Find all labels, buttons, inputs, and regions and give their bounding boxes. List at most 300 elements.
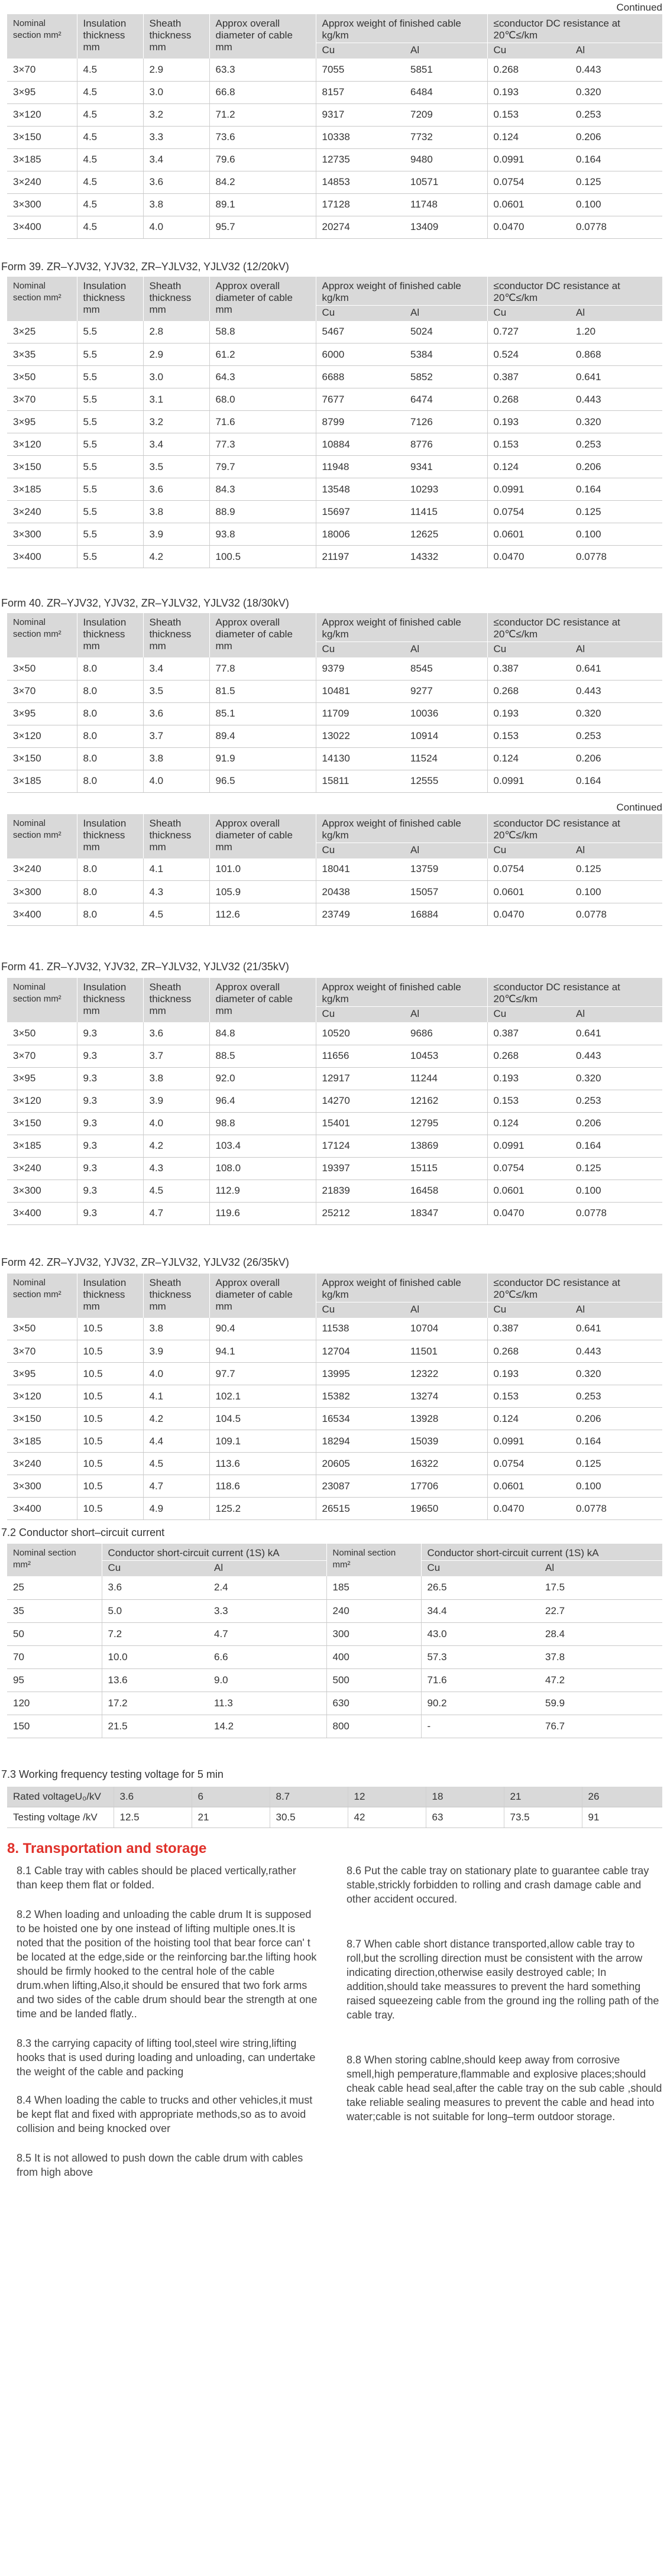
table-cell: 3×95 xyxy=(7,1067,77,1090)
table-cell: 0.125 xyxy=(570,1157,662,1180)
table-cell: 800 xyxy=(326,1715,421,1738)
table-cell: 3.9 xyxy=(143,1340,209,1363)
table-cell: 10704 xyxy=(404,1318,487,1340)
table-cell: 96.5 xyxy=(209,770,316,792)
table-cell: 3×300 xyxy=(7,523,77,546)
header-cu: Cu xyxy=(316,843,404,858)
table-cell: 0.124 xyxy=(487,126,570,148)
header-insulation: Insulation thickness mm xyxy=(77,1274,143,1318)
header-nominal-section: Nominal section mm² xyxy=(13,280,61,303)
header-al: Al xyxy=(404,43,487,59)
table-cell: 5.5 xyxy=(77,546,143,568)
table-cell: 105.9 xyxy=(209,881,316,903)
table-cell: 5.5 xyxy=(77,433,143,456)
transport-section xyxy=(0,1840,667,2179)
table-cell: 9341 xyxy=(404,456,487,478)
table-section xyxy=(0,260,667,569)
table-cell: 8157 xyxy=(316,81,404,103)
table-cell: 23087 xyxy=(316,1475,404,1498)
table-cell: 3×150 xyxy=(7,126,77,148)
table-cell: 7126 xyxy=(404,411,487,433)
header-diameter: Approx overall diameter of cable mm xyxy=(209,613,316,657)
header-diameter: Approx overall diameter of cable mm xyxy=(209,978,316,1022)
table-cell: 11709 xyxy=(316,702,404,725)
table-row xyxy=(7,1787,662,1807)
transport-paragraph: 8.5 It is not allowed to push down the cable drum with cables from high above xyxy=(17,2151,303,2178)
table-cell: 21839 xyxy=(316,1180,404,1202)
table-cell: 0.524 xyxy=(487,344,570,366)
transport-paragraph: 8.1 Cable tray with cables should be placed vertically,rather than keep them flat or folded. xyxy=(17,1864,296,1891)
table-cell: 0.0778 xyxy=(570,1202,662,1224)
table-cell: 119.6 xyxy=(209,1202,316,1224)
table-cell: 3×185 xyxy=(7,478,77,501)
table-row xyxy=(7,478,662,501)
table-cell: 81.5 xyxy=(209,680,316,702)
table-cell: 0.387 xyxy=(487,366,570,388)
table-row xyxy=(7,1408,662,1430)
table-cell: - xyxy=(421,1715,539,1738)
header-nominal-section: Nominal section mm² xyxy=(13,1548,76,1570)
header-short-circuit-current: Conductor short-circuit current (1S) kA xyxy=(421,1544,662,1561)
table-cell: 92.0 xyxy=(209,1067,316,1090)
table-row xyxy=(7,193,662,216)
header-al: Al xyxy=(404,1007,487,1023)
table-cell: 3×240 xyxy=(7,858,77,881)
table-row xyxy=(7,1430,662,1453)
table-cell: 88.9 xyxy=(209,501,316,523)
table-cell: 5.5 xyxy=(77,523,143,546)
table-cell: 15039 xyxy=(404,1430,487,1453)
cable-spec-table xyxy=(7,978,662,1225)
table-cell: 8545 xyxy=(404,657,487,680)
table-cell: 21197 xyxy=(316,546,404,568)
table-cell: 3.6 xyxy=(143,702,209,725)
table-cell: 6 xyxy=(192,1787,270,1807)
table-cell: 0.0754 xyxy=(487,1453,570,1475)
table-cell: 12 xyxy=(348,1787,426,1807)
table-cell: 112.6 xyxy=(209,903,316,926)
table-cell: 11748 xyxy=(404,193,487,216)
table-row xyxy=(7,1340,662,1363)
table-cell: 98.8 xyxy=(209,1112,316,1135)
table-cell: 0.164 xyxy=(570,1135,662,1157)
table-row xyxy=(7,1157,662,1180)
table-cell: 3×300 xyxy=(7,1475,77,1498)
table-row xyxy=(7,1135,662,1157)
table-cell: 400 xyxy=(326,1645,421,1668)
table-row xyxy=(7,725,662,747)
table-cell: 3.5 xyxy=(143,680,209,702)
table-cell: 5852 xyxy=(404,366,487,388)
table-cell: 58.8 xyxy=(209,321,316,344)
header-diameter: Approx overall diameter of cable mm xyxy=(209,14,316,59)
header-weight: Approx weight of finished cable kg/km xyxy=(316,978,487,1007)
table-cell: 77.8 xyxy=(209,657,316,680)
table-cell: 5.5 xyxy=(77,411,143,433)
table-cell: 13274 xyxy=(404,1385,487,1408)
table-row xyxy=(7,1715,662,1738)
form-title: Form 39. ZR–YJV32, YJV32, ZR–YJLV32, YJLV32 (12/20kV) xyxy=(1,260,289,273)
table-cell: 42 xyxy=(348,1807,426,1827)
table-cell: 10.5 xyxy=(77,1408,143,1430)
table-cell: 18006 xyxy=(316,523,404,546)
header-resistance: ≤conductor DC resistance at 20℃≤/km xyxy=(487,277,662,306)
header-cu: Cu xyxy=(421,1561,539,1577)
table-cell: 0.0470 xyxy=(487,1202,570,1224)
table-cell: 0.0470 xyxy=(487,903,570,926)
table-cell: 13.6 xyxy=(102,1668,208,1692)
table-cell: 8.0 xyxy=(77,725,143,747)
table-cell: 16884 xyxy=(404,903,487,926)
header-al: Al xyxy=(404,843,487,858)
testing-voltage-label: Testing voltage /kV xyxy=(7,1807,114,1827)
table-cell: 8.0 xyxy=(77,770,143,792)
table-cell: 3×120 xyxy=(7,1090,77,1112)
table-row xyxy=(7,1498,662,1520)
table-row xyxy=(7,366,662,388)
table-cell: 3×120 xyxy=(7,433,77,456)
table-cell: 57.3 xyxy=(421,1645,539,1668)
table-cell: 37.8 xyxy=(539,1645,662,1668)
table-cell: 47.2 xyxy=(539,1668,662,1692)
transport-paragraph: 8.8 When storing cablne,should keep away from corrosive smell,high pemperature,flammable and explosive places;should cheak cable head seal,after the cable tray on the sub cable ,should take reliable sealing measures to prevent the cable and head into water;cable is not suitable for long–term outdoor storage. xyxy=(347,2053,662,2123)
table-cell: 3.1 xyxy=(143,388,209,411)
table-cell: 0.0991 xyxy=(487,1135,570,1157)
table-cell: 3×240 xyxy=(7,1453,77,1475)
table-cell: 3×120 xyxy=(7,725,77,747)
table-cell: 8799 xyxy=(316,411,404,433)
table-cell: 0.153 xyxy=(487,1385,570,1408)
table-section xyxy=(0,801,667,926)
table-row xyxy=(7,1576,662,1599)
table-cell: 8.0 xyxy=(77,680,143,702)
table-cell: 0.320 xyxy=(570,411,662,433)
table-row xyxy=(7,1385,662,1408)
header-cu: Cu xyxy=(487,43,570,59)
table-cell: 4.1 xyxy=(143,1385,209,1408)
table-cell: 6484 xyxy=(404,81,487,103)
table-cell: 0.253 xyxy=(570,725,662,747)
header-weight: Approx weight of finished cable kg/km xyxy=(316,814,487,843)
table-cell: 3.9 xyxy=(143,1090,209,1112)
header-cu: Cu xyxy=(316,1007,404,1023)
table-row xyxy=(7,858,662,881)
table-cell: 103.4 xyxy=(209,1135,316,1157)
table-cell: 3×70 xyxy=(7,388,77,411)
form-title: Form 40. ZR–YJV32, YJV32, ZR–YJLV32, YJLV32 (18/30kV) xyxy=(1,597,289,609)
table-cell: 5.5 xyxy=(77,456,143,478)
table-cell: 90.2 xyxy=(421,1692,539,1715)
table-cell: 0.164 xyxy=(570,148,662,171)
table-cell: 3×70 xyxy=(7,680,77,702)
table-cell: 0.443 xyxy=(570,59,662,81)
table-cell: 13928 xyxy=(404,1408,487,1430)
table-cell: 0.193 xyxy=(487,411,570,433)
header-insulation: Insulation thickness mm xyxy=(77,277,143,321)
table-cell: 3×35 xyxy=(7,344,77,366)
table-cell: 3.4 xyxy=(143,433,209,456)
table-cell: 73.6 xyxy=(209,126,316,148)
table-row xyxy=(7,1807,662,1827)
table-cell: 96.4 xyxy=(209,1090,316,1112)
table-cell: 71.6 xyxy=(421,1668,539,1692)
table-cell: 3×185 xyxy=(7,1430,77,1453)
header-al: Al xyxy=(570,1007,662,1023)
table-cell: 10571 xyxy=(404,171,487,193)
table-cell: 10453 xyxy=(404,1045,487,1067)
table-cell: 0.320 xyxy=(570,1363,662,1385)
table-cell: 77.3 xyxy=(209,433,316,456)
table-row xyxy=(7,546,662,568)
header-weight: Approx weight of finished cable kg/km xyxy=(316,613,487,642)
table-cell: 20438 xyxy=(316,881,404,903)
table-cell: 12704 xyxy=(316,1340,404,1363)
table-cell: 0.443 xyxy=(570,680,662,702)
header-sheath: Sheath thickness mm xyxy=(143,613,209,657)
table-cell: 0.868 xyxy=(570,344,662,366)
header-short-circuit-current: Conductor short-circuit current (1S) kA xyxy=(102,1544,326,1561)
table-cell: 5.5 xyxy=(77,366,143,388)
table-cell: 10.0 xyxy=(102,1645,208,1668)
table-row xyxy=(7,903,662,926)
table-cell: 84.8 xyxy=(209,1022,316,1045)
header-cu: Cu xyxy=(316,43,404,59)
table-cell: 66.8 xyxy=(209,81,316,103)
table-cell: 0.0991 xyxy=(487,1430,570,1453)
transport-title: 8. Transportation and storage xyxy=(7,1840,207,1856)
table-cell: 0.100 xyxy=(570,1180,662,1202)
table-cell: 100.5 xyxy=(209,546,316,568)
header-resistance: ≤conductor DC resistance at 20℃≤/km xyxy=(487,814,662,843)
table-cell: 0.206 xyxy=(570,747,662,770)
transport-paragraph: 8.3 the carrying capacity of lifting tool,steel wire string,lifting hooks that is used during loading and unloading, can undertake the weight of the cable and packing xyxy=(17,2037,316,2078)
table-cell: 0.0991 xyxy=(487,770,570,792)
table-cell: 3×150 xyxy=(7,456,77,478)
table-cell: 0.164 xyxy=(570,1430,662,1453)
table-row xyxy=(7,171,662,193)
table-cell: 0.268 xyxy=(487,1340,570,1363)
table-row xyxy=(7,321,662,344)
table-cell: 11524 xyxy=(404,747,487,770)
transport-right-column xyxy=(335,1864,662,2179)
table-cell: 11415 xyxy=(404,501,487,523)
header-sheath: Sheath thickness mm xyxy=(143,1274,209,1318)
table-cell: 10338 xyxy=(316,126,404,148)
table-cell: 2.8 xyxy=(143,321,209,344)
table-cell: 15401 xyxy=(316,1112,404,1135)
table-cell: 9.3 xyxy=(77,1180,143,1202)
transport-paragraph: 8.4 When loading the cable to trucks and other vehicles,it must be kept flat and fixed with appropriate methods,so as to avoid collision and being knocked over xyxy=(17,2094,313,2134)
header-sheath: Sheath thickness mm xyxy=(143,277,209,321)
table-cell: 3.6 xyxy=(143,171,209,193)
table-cell: 113.6 xyxy=(209,1453,316,1475)
header-weight: Approx weight of finished cable kg/km xyxy=(316,1274,487,1302)
table-cell: 108.0 xyxy=(209,1157,316,1180)
table-cell: 3.6 xyxy=(143,1022,209,1045)
table-cell: 0.100 xyxy=(570,881,662,903)
table-cell: 3×150 xyxy=(7,1408,77,1430)
table-cell: 71.6 xyxy=(209,411,316,433)
table-cell: 3.8 xyxy=(143,747,209,770)
table-cell: 84.2 xyxy=(209,171,316,193)
table-cell: 19650 xyxy=(404,1498,487,1520)
table-cell: 0.641 xyxy=(570,1022,662,1045)
table-row xyxy=(7,1045,662,1067)
table-cell: 118.6 xyxy=(209,1475,316,1498)
table-cell: 0.443 xyxy=(570,1045,662,1067)
section-title: 7.2 Conductor short–circuit current xyxy=(1,1527,165,1538)
table-cell: 0.125 xyxy=(570,171,662,193)
table-cell: 91 xyxy=(582,1807,662,1827)
table-cell: 4.5 xyxy=(77,126,143,148)
header-diameter: Approx overall diameter of cable mm xyxy=(209,277,316,321)
table-cell: 16458 xyxy=(404,1180,487,1202)
table-cell: 7732 xyxy=(404,126,487,148)
table-cell: 11244 xyxy=(404,1067,487,1090)
table-cell: 4.5 xyxy=(77,148,143,171)
table-cell: 3.5 xyxy=(143,456,209,478)
table-cell: 10036 xyxy=(404,702,487,725)
table-cell: 3×185 xyxy=(7,148,77,171)
table-cell: 0.253 xyxy=(570,1090,662,1112)
table-row xyxy=(7,523,662,546)
header-sheath: Sheath thickness mm xyxy=(143,978,209,1022)
table-row xyxy=(7,1022,662,1045)
table-cell: 28.4 xyxy=(539,1622,662,1645)
table-cell: 0.0778 xyxy=(570,1498,662,1520)
table-row xyxy=(7,1112,662,1135)
table-cell: 15811 xyxy=(316,770,404,792)
table-cell: 3×240 xyxy=(7,501,77,523)
header-al: Al xyxy=(404,642,487,658)
table-cell: 17.5 xyxy=(539,1576,662,1599)
table-cell: 7.2 xyxy=(102,1622,208,1645)
header-nominal-section: Nominal section mm² xyxy=(326,1544,421,1576)
table-row xyxy=(7,433,662,456)
header-weight: Approx weight of finished cable kg/km xyxy=(316,277,487,306)
table-cell: 10.5 xyxy=(77,1318,143,1340)
table-cell: 79.6 xyxy=(209,148,316,171)
table-cell: 34.4 xyxy=(421,1599,539,1622)
table-cell: 3.6 xyxy=(114,1787,192,1807)
table-row xyxy=(7,1668,662,1692)
table-cell: 0.268 xyxy=(487,388,570,411)
table-cell: 4.3 xyxy=(143,881,209,903)
table-cell: 3×300 xyxy=(7,193,77,216)
table-cell: 1.20 xyxy=(570,321,662,344)
table-cell: 18294 xyxy=(316,1430,404,1453)
cable-spec-table xyxy=(7,277,662,569)
table-cell: 4.5 xyxy=(77,81,143,103)
table-cell: 10.5 xyxy=(77,1453,143,1475)
table-cell: 3×95 xyxy=(7,1363,77,1385)
table-cell: 0.0754 xyxy=(487,171,570,193)
table-cell: 9.0 xyxy=(208,1668,326,1692)
table-cell: 0.153 xyxy=(487,725,570,747)
table-cell: 5467 xyxy=(316,321,404,344)
table-cell: 0.387 xyxy=(487,1022,570,1045)
table-cell: 3×120 xyxy=(7,1385,77,1408)
table-cell: 5024 xyxy=(404,321,487,344)
header-insulation: Insulation thickness mm xyxy=(77,14,143,59)
table-cell: 8.7 xyxy=(270,1787,348,1807)
table-cell: 10.5 xyxy=(77,1498,143,1520)
header-nominal-section: Nominal section mm² xyxy=(13,982,61,1004)
table-cell: 26515 xyxy=(316,1498,404,1520)
table-row xyxy=(7,1475,662,1498)
table-cell: 23749 xyxy=(316,903,404,926)
table-cell: 4.2 xyxy=(143,1135,209,1157)
table-row xyxy=(7,1453,662,1475)
table-cell: 10.5 xyxy=(77,1430,143,1453)
table-cell: 13995 xyxy=(316,1363,404,1385)
header-insulation: Insulation thickness mm xyxy=(77,814,143,858)
table-cell: 15382 xyxy=(316,1385,404,1408)
table-cell: 13869 xyxy=(404,1135,487,1157)
table-cell: 94.1 xyxy=(209,1340,316,1363)
table-cell: 9.3 xyxy=(77,1202,143,1224)
table-cell: 4.2 xyxy=(143,1408,209,1430)
table-cell: 0.153 xyxy=(487,433,570,456)
table-cell: 104.5 xyxy=(209,1408,316,1430)
table-cell: 18347 xyxy=(404,1202,487,1224)
header-cu: Cu xyxy=(487,305,570,321)
table-cell: 64.3 xyxy=(209,366,316,388)
table-row xyxy=(7,501,662,523)
header-al: Al xyxy=(570,305,662,321)
table-cell: 26 xyxy=(582,1787,662,1807)
table-cell: 0.164 xyxy=(570,770,662,792)
table-cell: 3×185 xyxy=(7,1135,77,1157)
table-cell: 93.8 xyxy=(209,523,316,546)
table-cell: 3×25 xyxy=(7,321,77,344)
header-weight: Approx weight of finished cable kg/km xyxy=(316,14,487,43)
table-cell: 11656 xyxy=(316,1045,404,1067)
table-row xyxy=(7,881,662,903)
table-cell: 18 xyxy=(426,1787,504,1807)
table-cell: 15057 xyxy=(404,881,487,903)
header-nominal-section: Nominal section mm² xyxy=(13,1277,61,1300)
header-nominal-section: Nominal section mm² xyxy=(13,617,61,639)
table-cell: 12795 xyxy=(404,1112,487,1135)
table-cell: 8.0 xyxy=(77,858,143,881)
table-cell: 0.443 xyxy=(570,1340,662,1363)
table-cell: 91.9 xyxy=(209,747,316,770)
header-al: Al xyxy=(404,1302,487,1318)
table-row xyxy=(7,657,662,680)
header-cu: Cu xyxy=(487,1302,570,1318)
table-cell: 101.0 xyxy=(209,858,316,881)
table-cell: 5.0 xyxy=(102,1599,208,1622)
table-row xyxy=(7,1363,662,1385)
table-cell: 9686 xyxy=(404,1022,487,1045)
table-cell: 0.153 xyxy=(487,103,570,126)
table-cell: 3.3 xyxy=(143,126,209,148)
table-cell: 17706 xyxy=(404,1475,487,1498)
table-row xyxy=(7,126,662,148)
table-cell: 10914 xyxy=(404,725,487,747)
table-cell: 0.443 xyxy=(570,388,662,411)
table-row xyxy=(7,747,662,770)
table-cell: 2.4 xyxy=(208,1576,326,1599)
header-al: Al xyxy=(404,305,487,321)
table-row xyxy=(7,702,662,725)
table-section xyxy=(0,960,667,1225)
table-cell: 25212 xyxy=(316,1202,404,1224)
table-cell: 14332 xyxy=(404,546,487,568)
table-cell: 6474 xyxy=(404,388,487,411)
header-cu: Cu xyxy=(316,1302,404,1318)
